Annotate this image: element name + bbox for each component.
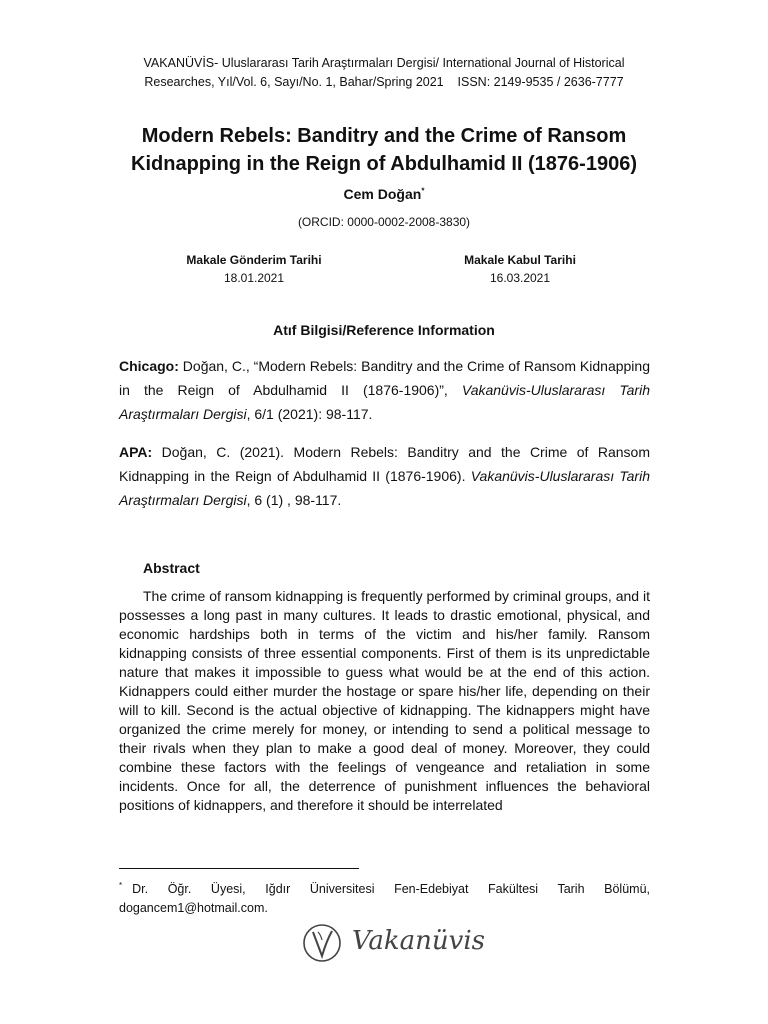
acceptance-date-value: 16.03.2021 [489, 271, 551, 285]
article-title [100, 122, 668, 178]
vakanuvis-logo-text: Vakanüvis [352, 926, 485, 956]
abstract-heading: Abstract [143, 560, 200, 576]
chicago-citation [119, 354, 650, 426]
acceptance-date-block [420, 251, 620, 287]
author-name: Cem Doğan [343, 186, 422, 202]
footnote-divider [119, 868, 359, 869]
submission-date-value: 18.01.2021 [223, 271, 285, 285]
footnote-mark: * [119, 881, 123, 890]
submission-date-label: Makale Gönderim Tarihi [186, 253, 322, 267]
reference-heading: Atıf Bilgisi/Reference Information [273, 322, 495, 338]
apa-citation [119, 440, 650, 512]
acceptance-date-label: Makale Kabul Tarihi [464, 253, 576, 267]
footnote [119, 876, 650, 918]
chicago-tail: , 6/1 (2021): 98-117. [246, 406, 373, 422]
chicago-text: Doğan, C., “Modern Rebels: Banditry and the Crime of Ransom Kidnapping in the Reign of Abdulhamid II (1876-1906)”, [119, 358, 650, 398]
chicago-label: Chicago: [119, 358, 179, 374]
submission-date-block [154, 251, 354, 287]
apa-text: Doğan, C. (2021). Modern Rebels: Banditry and the Crime of Ransom Kidnapping in the Reign of Abdulhamid II (1876-1906). [119, 444, 650, 484]
article-title-line-2: Kidnapping in the Reign of Abdulhamid II (1876-1906) [131, 153, 637, 175]
journal-header-line-2: Researches, Yıl/Vol. 6, Sayı/No. 1, Bahar/Spring 2021 ISSN: 2149-9535 / 2636-7777 [144, 75, 624, 89]
journal-header [100, 54, 668, 92]
journal-header-line-1: VAKANÜVİS- Uluslararası Tarih Araştırmaları Dergisi/ International Journal of Historical [143, 56, 625, 70]
apa-journal: Vakanüvis-Uluslararası Tarih Araştırmaları Dergisi [119, 468, 650, 508]
author-orcid: (ORCID: 0000-0002-2008-3830) [297, 215, 471, 229]
author [100, 186, 668, 202]
abstract-text: The crime of ransom kidnapping is frequently performed by criminal groups, and it possesses a long past in many cultures. It leads to drastic emotional, physical, and economic hardships both in terms of the victim and his/her family. Ransom kidnapping consists of three essential components. First of them is its unpredictable nature that makes it impossible to guess what would be at the end of this action. Kidnappers could either murder the hostage or spare his/her life, depending on their will to kill. Second is the actual objective of kidnapping. The kidnappers might have organized the crime merely for money, or intending to send a political message to their rivals when they plan to make a good deal of money. Moreover, they could combine these factors with the feelings of vengeance and retaliation in some incidents. Once for all, the deterrence of punishment influences the behavioral positions of kidnappers, and therefore it should be interrelated [119, 588, 650, 813]
author-footnote-mark: * [421, 186, 425, 196]
footnote-text: Dr. Öğr. Üyesi, Iğdır Üniversitesi Fen-Edebiyat Fakültesi Tarih Bölümü, dogancem1@hotmail.com. [119, 882, 650, 916]
chicago-journal: Vakanüvis-Uluslararası Tarih Araştırmaları Dergisi [119, 382, 650, 422]
apa-tail: , 6 (1) , 98-117. [246, 492, 342, 508]
apa-label: APA: [119, 444, 153, 460]
article-title-line-1: Modern Rebels: Banditry and the Crime of Ransom [141, 125, 627, 147]
